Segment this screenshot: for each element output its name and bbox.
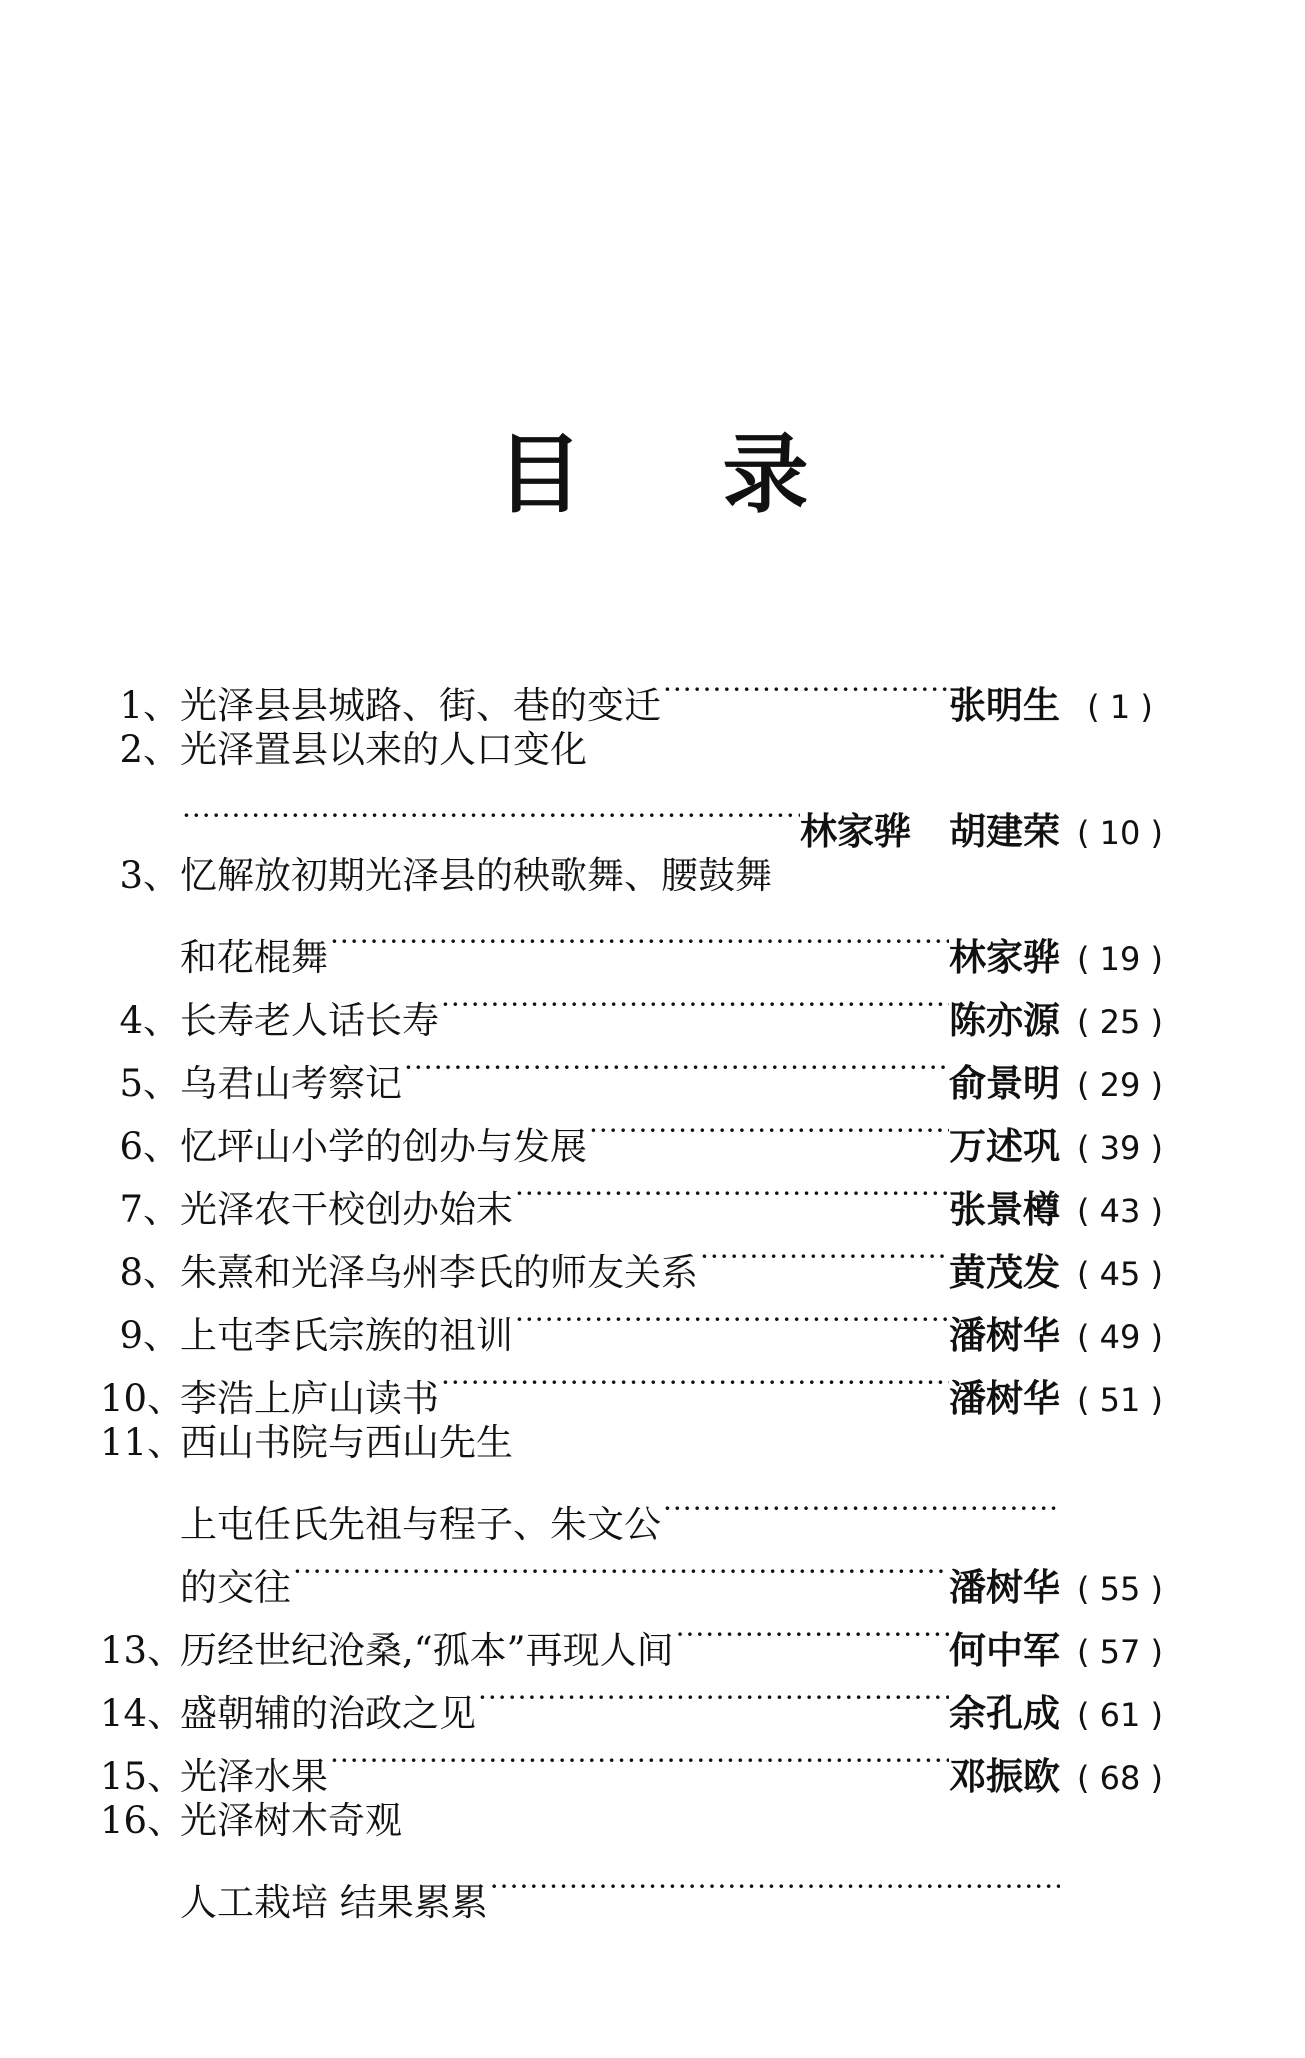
entry-number: 11、: [100, 1421, 185, 1464]
entry-title: 上屯李氏宗族的祖训: [180, 1314, 513, 1357]
toc-entry: [100, 1537, 1180, 1609]
toc-entry: [100, 1600, 1180, 1672]
entry-title: 光泽置县以来的人口变化: [180, 728, 587, 771]
leader-dots: [587, 1096, 949, 1159]
entry-title: 的交往: [180, 1566, 291, 1609]
entry-title: 朱熹和光泽乌州李氏的师友关系: [180, 1251, 698, 1294]
entry-page: ( 49 ): [1076, 1318, 1164, 1356]
entry-title: 光泽树木奇观: [180, 1799, 402, 1842]
entry-author: 潘树华: [949, 1376, 1060, 1420]
entry-author: 余孔成: [949, 1691, 1060, 1735]
leader-dots: [661, 655, 949, 718]
entry-author: 俞景明: [949, 1061, 1060, 1105]
entry-number: 6、: [119, 1125, 180, 1168]
leader-dots: [439, 970, 949, 1033]
leader-dots: [402, 1033, 949, 1096]
entry-author: 林家骅: [800, 809, 911, 853]
entry-title: 乌君山考察记: [180, 1062, 402, 1105]
entry-title: 人工栽培 结果累累: [180, 1881, 488, 1924]
entry-page: ( 43 ): [1076, 1192, 1164, 1230]
entry-number: 1、: [119, 684, 180, 727]
entry-author: 林家骅: [949, 935, 1060, 979]
entry-title: 上屯任氏先祖与程子、朱文公: [180, 1503, 661, 1546]
entry-page: ( 51 ): [1076, 1381, 1164, 1419]
leader-dots: [328, 1726, 949, 1789]
entry-author: 邓振欧: [949, 1754, 1060, 1798]
toc-entry: [100, 1663, 1180, 1735]
entry-title: 光泽农干校创办始末: [180, 1188, 513, 1231]
toc-entry: [100, 655, 1180, 727]
entry-title: 和花棍舞: [180, 936, 328, 979]
toc-entry: [100, 1222, 1180, 1294]
entry-page: ( 10 ): [1076, 814, 1164, 852]
leader-dots: [476, 1663, 949, 1726]
leader-dots: [674, 1600, 949, 1663]
entry-author: 潘树华: [949, 1565, 1060, 1609]
entry-author: 黄茂发: [949, 1250, 1060, 1294]
entry-title: 盛朝辅的治政之见: [180, 1692, 476, 1735]
entry-title: 李浩上庐山读书: [180, 1377, 439, 1420]
table-of-contents: [100, 655, 1180, 1924]
entry-page: ( 57 ): [1076, 1633, 1164, 1671]
leader-dots: [513, 1285, 949, 1348]
entry-title: 西山书院与西山先生: [180, 1421, 513, 1464]
toc-entry-continuation: [100, 781, 1180, 853]
entry-number: 8、: [119, 1251, 180, 1294]
entry-number: 5、: [119, 1062, 180, 1105]
entry-author: 何中军: [949, 1628, 1060, 1672]
entry-title: 光泽县县城路、街、巷的变迁: [180, 684, 661, 727]
entry-number: 10、: [100, 1377, 185, 1420]
toc-entry: [100, 1348, 1180, 1420]
leader-dots: [291, 1537, 949, 1600]
entry-title: 忆坪山小学的创办与发展: [180, 1125, 587, 1168]
entry-page: ( 39 ): [1076, 1129, 1164, 1167]
entry-number: 2、: [119, 728, 180, 771]
entry-page: ( 19 ): [1076, 940, 1164, 978]
entry-author: 胡建荣: [949, 809, 1060, 853]
entry-page: ( 45 ): [1076, 1255, 1164, 1293]
toc-entry-continuation: [100, 1852, 1180, 1924]
leader-dots: [513, 1159, 949, 1222]
entry-number: 4、: [119, 999, 180, 1042]
toc-entry: [100, 1096, 1180, 1168]
entry-number: 14、: [100, 1692, 185, 1735]
entry-page: ( 68 ): [1076, 1759, 1164, 1797]
entry-number: 9、: [119, 1314, 180, 1357]
toc-entry: [100, 1159, 1180, 1231]
entry-title: 忆解放初期光泽县的秧歌舞、腰鼓舞: [180, 854, 772, 897]
entry-number: 7、: [119, 1188, 180, 1231]
entry-author: 陈亦源: [949, 998, 1060, 1042]
entry-author: 万述巩: [949, 1124, 1060, 1168]
leader-dots: [439, 1348, 949, 1411]
leader-dots: [180, 781, 800, 844]
title-char: 录: [722, 425, 809, 525]
leader-dots: [698, 1222, 949, 1285]
entry-number: 13、: [100, 1629, 185, 1672]
toc-entry: [100, 718, 1180, 781]
entry-title: 历经世纪沧桑,“孤本”再现人间: [180, 1629, 674, 1672]
entry-number: 16、: [100, 1799, 185, 1842]
leader-dots: [488, 1852, 1060, 1915]
entry-page: ( 55 ): [1076, 1570, 1164, 1608]
entry-page: ( 1 ): [1087, 688, 1153, 726]
leader-dots: [328, 907, 949, 970]
title-char: 目: [496, 425, 583, 525]
entry-page: ( 25 ): [1076, 1003, 1164, 1041]
toc-entry-continuation: [100, 1474, 1180, 1546]
entry-number: 15、: [100, 1755, 185, 1798]
entry-page: ( 29 ): [1076, 1066, 1164, 1104]
entry-author: 张景樽: [949, 1187, 1060, 1231]
toc-entry: [100, 844, 1180, 907]
toc-entry-continuation: [100, 907, 1180, 979]
toc-entry: [100, 1789, 1180, 1852]
leader-dots: [661, 1474, 1060, 1537]
entry-page: ( 61 ): [1076, 1696, 1164, 1734]
entry-number: 3、: [119, 854, 180, 897]
entry-author: 潘树华: [949, 1313, 1060, 1357]
entry-title: 长寿老人话长寿: [180, 999, 439, 1042]
toc-entry: [100, 1726, 1180, 1798]
entry-title: 光泽水果: [180, 1755, 328, 1798]
toc-entry: [100, 1411, 1180, 1474]
toc-entry: [100, 1033, 1180, 1105]
page-title: [0, 425, 1305, 525]
toc-entry: [100, 970, 1180, 1042]
toc-entry: [100, 1285, 1180, 1357]
entry-author: 张明生: [949, 683, 1060, 727]
